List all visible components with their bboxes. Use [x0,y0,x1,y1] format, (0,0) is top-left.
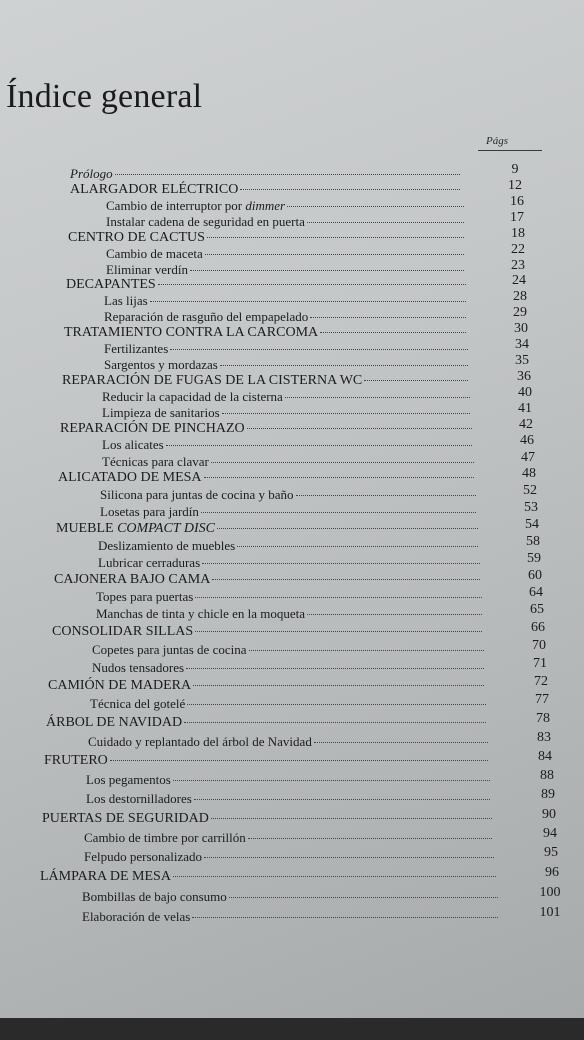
toc-chapter-entry [52,620,545,640]
toc-subentry [82,885,561,905]
toc-subentry [102,433,534,453]
dot-leader [364,380,468,381]
toc-subentry [102,450,535,470]
toc-subentry [102,401,532,421]
dot-leader [307,222,464,223]
toc-subentry [104,337,529,357]
toc-chapter-entry [58,466,536,486]
toc-chapter-entry [70,178,522,198]
toc-subentry [98,551,541,571]
toc-page-number: 29 [513,305,527,320]
page-title: Índice general [6,78,203,115]
dot-leader [115,174,460,175]
dot-leader [195,631,482,632]
toc-entry-label: Manchas de tinta y chicle en la moqueta [96,606,306,621]
dot-leader [173,876,496,877]
toc-entry-label: CENTRO DE CACTUS [68,230,205,245]
toc-entry-label: ALARGADOR ELÉCTRICO [70,182,239,197]
toc-entry-label: Topes para puertas [96,589,194,604]
toc-subentry [106,194,524,214]
dot-leader [314,742,488,743]
toc-entry-label: Cambio de interruptor por dimmer [106,198,286,213]
toc-subentry [86,768,554,788]
toc-subentry [86,787,555,807]
toc-chapter-entry [54,568,542,588]
toc-entry-label: Reducir la capacidad de la cisterna [102,389,283,404]
toc-subentry [84,845,558,865]
toc-chapter-entry [68,226,525,246]
toc-entry-label: Sargentos y mordazas [104,357,218,372]
toc-entry-label: CAMIÓN DE MADERA [48,678,192,693]
toc-entry-label: Nudos tensadores [92,660,185,675]
toc-entry-label: CONSOLIDAR SILLAS [52,624,194,639]
toc-page-number: 9 [511,162,519,177]
toc-entry-label: Reparación de rasguño del empapelado [104,309,309,324]
toc-entry-label: Eliminar verdín [106,262,188,277]
toc-subentry [106,210,524,230]
toc-entry-label: Cambio de maceta [106,246,203,261]
dot-leader [190,270,464,271]
toc-page-number: 52 [523,483,537,498]
toc-page-number: 42 [519,417,533,432]
dot-leader [296,495,477,496]
toc-chapter-entry [46,711,550,731]
toc-entry-label: REPARACIÓN DE PINCHAZO [60,421,245,436]
dot-leader [170,349,468,350]
toc-chapter-entry [56,517,539,537]
dot-leader [110,760,488,761]
toc-chapter-entry [40,865,559,885]
toc-page-number: 48 [522,466,536,481]
dot-leader [158,284,466,285]
toc-entry-label: Las lijas [104,293,148,308]
dot-leader [220,365,468,366]
dot-leader [285,397,470,398]
toc-entry-label: REPARACIÓN DE FUGAS DE LA CISTERNA WC [62,373,363,388]
toc-page-number: 90 [542,807,556,822]
toc-page-number: 66 [531,620,545,635]
dot-leader [249,650,485,651]
toc-page-number: 89 [541,787,555,802]
toc-page-number: 72 [534,674,548,689]
dot-leader [205,254,464,255]
toc-entry-label: Los alicates [102,437,164,452]
toc-entry-label: Los destornilladores [86,791,192,806]
toc-entry-label: Prólogo [70,166,113,181]
dot-leader [310,317,466,318]
toc-entry-label: Instalar cadena de seguridad en puerta [106,214,305,229]
toc-subentry [106,242,525,262]
toc-subentry [82,905,561,925]
toc-page-number: 22 [511,242,525,257]
toc-entry-label: ALICATADO DE MESA [58,470,202,485]
toc-page-number: 84 [538,749,552,764]
toc-page-number: 60 [528,568,542,583]
dot-leader [202,563,480,564]
dot-leader [184,722,486,723]
dot-leader [240,189,460,190]
toc-page-number: 30 [514,321,528,336]
toc-entry-label: MUEBLE COMPACT DISC [56,521,215,536]
dot-leader [211,818,492,819]
toc-subentry [104,353,529,373]
dot-leader [204,857,494,858]
dot-leader [204,477,474,478]
toc-subentry [90,692,549,712]
dot-leader [192,917,498,918]
toc-entry-label: CAJONERA BAJO CAMA [54,572,211,587]
toc-page-number: 65 [530,602,544,617]
toc-entry-label: TRATAMIENTO CONTRA LA CARCOMA [64,325,319,340]
toc-entry-label: Bombillas de bajo consumo [82,889,227,904]
toc-entry-label: Fertilizantes [104,341,169,356]
toc-entry-label: ÁRBOL DE NAVIDAD [46,715,183,730]
dot-leader [320,332,466,333]
toc-page-number: 34 [515,337,529,352]
toc-entry-label: Deslizamiento de muebles [98,538,236,553]
toc-subentry [88,730,551,750]
toc-page-number: 100 [539,885,561,900]
toc-subentry [84,826,557,846]
toc-subentry [100,483,537,503]
dot-leader [187,704,486,705]
toc-entry-label: Cuidado y replantado del árbol de Navidad [88,734,312,749]
toc-page-number: 78 [536,711,550,726]
toc-page-number: 71 [533,656,547,671]
toc-subentry [96,585,543,605]
toc-page-number: 18 [511,226,525,241]
toc-entry-label: Los pegamentos [86,772,171,787]
toc-page-number: 41 [518,401,532,416]
toc-page-number: 54 [525,517,539,532]
toc-page-number: 47 [521,450,535,465]
toc-entry-label: Limpieza de sanitarios [102,405,220,420]
dot-leader [166,445,472,446]
toc-chapter-entry [66,273,526,293]
toc-chapter-entry [44,749,552,769]
dot-leader [247,428,472,429]
dot-leader [186,668,484,669]
toc-entry-label: Técnica del gotelé [90,696,186,711]
toc-chapter-entry [48,674,548,694]
toc-subentry [102,385,532,405]
toc-page-number: 28 [513,289,527,304]
toc-page-number: 46 [520,433,534,448]
toc-page-number: 40 [518,385,532,400]
pages-column-rule [478,150,542,151]
toc-page-number: 96 [545,865,559,880]
toc-entry-label: DECAPANTES [66,277,156,292]
toc-page-number: 101 [539,905,561,920]
toc-entry-label: Copetes para juntas de cocina [92,642,247,657]
dot-leader [237,546,478,547]
toc-entry-label: Técnicas para clavar [102,454,209,469]
toc-page-number: 95 [544,845,558,860]
toc-entry-label: Lubricar cerraduras [98,555,201,570]
toc-page-number: 88 [540,768,554,783]
toc-subentry [92,638,546,658]
dot-leader [287,206,464,207]
toc-page-number: 53 [524,500,538,515]
toc-chapter-entry [64,321,528,341]
dot-leader [211,462,474,463]
dot-leader [248,838,492,839]
toc-entry-label: LÁMPARA DE MESA [40,869,171,884]
toc-page-number: 77 [535,692,549,707]
dot-leader [229,897,498,898]
dot-leader [194,799,490,800]
toc-page-number: 35 [515,353,529,368]
toc-entry-label: PUERTAS DE SEGURIDAD [42,811,209,826]
toc-subentry [106,258,525,278]
toc-subentry [100,500,538,520]
toc-subentry [96,602,544,622]
toc-page-number: 83 [537,730,551,745]
toc-entry-label: Silicona para juntas de cocina y baño [100,487,294,502]
page-bottom-edge [0,1018,584,1040]
toc-entry-label: FRUTERO [44,753,108,768]
toc-page-number: 16 [510,194,524,209]
toc-page-number: 94 [543,826,557,841]
toc-entry-label: Felpudo personalizado [84,849,203,864]
dot-leader [150,301,466,302]
toc-page-number: 12 [508,178,522,193]
toc-subentry [70,162,519,182]
dot-leader [222,413,470,414]
toc-entry-label: Elaboración de velas [82,909,191,924]
toc-page-number: 36 [517,369,531,384]
toc-page-number: 64 [529,585,543,600]
dot-leader [307,614,482,615]
toc-chapter-entry [42,807,556,827]
toc-page-number: 24 [512,273,526,288]
toc-chapter-entry [60,417,533,437]
dot-leader [201,512,476,513]
toc-page-number: 23 [511,258,525,273]
dot-leader [207,237,464,238]
toc-chapter-entry [62,369,531,389]
toc-subentry [104,289,527,309]
dot-leader [173,780,490,781]
toc-entry-label: Losetas para jardín [100,504,199,519]
dot-leader [217,528,478,529]
toc-subentry [92,656,547,676]
pages-column-label: Págs [486,135,508,147]
toc-page-number: 17 [510,210,524,225]
toc-subentry [98,534,540,554]
toc-entry-label: Cambio de timbre por carrillón [84,830,246,845]
dot-leader [212,579,480,580]
dot-leader [193,685,484,686]
toc-page-number: 58 [526,534,540,549]
toc-subentry [104,305,527,325]
toc-page-number: 70 [532,638,546,653]
toc-page-number: 59 [527,551,541,566]
dot-leader [195,597,482,598]
